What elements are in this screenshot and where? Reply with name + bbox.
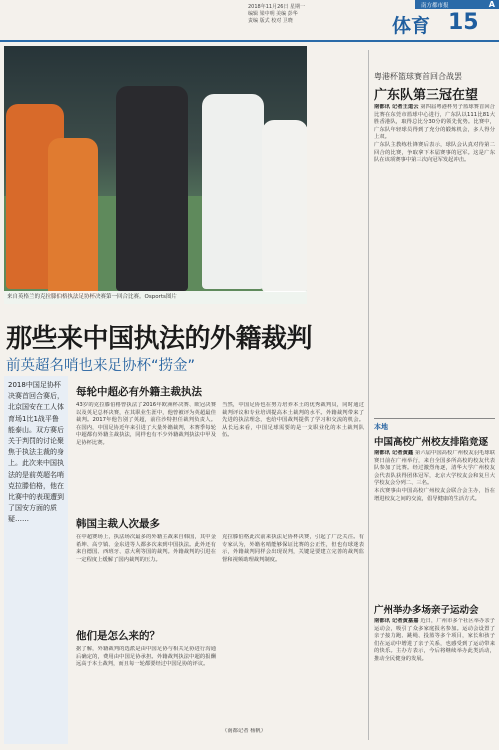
family-games-headline: 广州举办多场亲子运动会 — [374, 605, 479, 616]
page-number: 15 — [448, 10, 479, 35]
local-label: 本地 — [374, 423, 388, 431]
right-text-1: 第四届粤港杯男子篮球赛首回合比赛在东莞市篮球中心进行，广东队以111比81大胜香港队，取得总比分30分的领先优势。比赛中，广东队年轻球员得到了充分的锻炼机会，多人得分上双。 — [374, 104, 495, 141]
right-text-2: 广东队主教练杜锋赛后表示，球队会认真对待第二回合的比赛，争取拿下本届赛事的冠军。这是广东队在该项赛事中第三次向冠军发起冲击。 — [374, 141, 495, 164]
right-article-text — [374, 104, 495, 274]
section-text-1: 43岁的克拉滕伯格曾执法了2016年欧洲杯决赛、欧冠决赛以及英足总杯决赛，在其职业生涯中，他曾被评为英超最佳裁判。2017年他告别了英超，前往沙特担任裁判负责人。在国内，中国足协近年来引进了大量外籍裁判，本赛季每轮中超都有外籍主裁执法，同样也有不少外籍裁判执法中甲及足协杯比赛。 — [76, 402, 216, 446]
section-rule — [374, 418, 495, 419]
family-games-text — [374, 618, 495, 744]
alumni-headline: 中国高校广州校友排陷竞逐 — [374, 437, 489, 448]
header-date: 2018年11月26日 星期一 — [248, 4, 306, 10]
section-text-2: 在中超赛场上，执法场次最多的外籍主裁来自韩国，其中金希坤、高亨镇、金东进等人都多次来到中国执法。此外还有来自德国、西班牙、意大利等国的裁判。外籍裁判的引进在一定程度上缓解了国内裁判的压力。 — [76, 534, 216, 563]
column-text-a: 当然，中国足协也在努力培养本土的优秀裁判员，同时通过裁判评议和专业培训提高本土裁判的水平。外籍裁判带来了先进的执法理念，也给中国裁判提供了学习和交流的机会。从长远来看，中国足球需要的是一支职业化的本土裁判队伍。 — [222, 402, 364, 439]
lead-paragraph: 2018中国足协杯决赛首回合赛后，北京国安在工人体育场1比1战平鲁能泰山。双方赛后关于判罚的讨论聚焦于执法主裁的身上。此次来中国执法的是前英超名哨克拉滕伯格，他在比赛中的表现遭到了国安方面的质疑…… — [4, 376, 68, 744]
match-photo — [4, 46, 307, 304]
section-title: 体育 — [392, 15, 431, 37]
alumni-byline: 南都讯 记者黄鑫 — [374, 450, 414, 456]
photo-caption: 来自英格兰的克拉滕伯格执法足协杯决赛第一回合比赛。Osports图片 — [4, 291, 307, 304]
player-far-right — [262, 120, 307, 292]
sub-headline: 前英超名哨也来足协杯“捞金” — [6, 358, 196, 374]
page-letter: A — [488, 0, 495, 9]
right-kicker: 粤港杯篮球赛首回合战罢 — [374, 72, 462, 81]
section-heading-3: 他们是怎么来的？ — [76, 630, 160, 642]
family-games-byline: 南都讯 记者黄嘉嘉 — [374, 618, 419, 624]
section-text-3: 据了解，外籍裁判的选派是由中国足协与相关足协进行沟通后确定的，费用由中国足协承担。外籍裁判执法中超的报酬远高于本土裁判，而且每一轮都要经过中国足协的评议。 — [76, 646, 216, 668]
alumni-text — [374, 450, 495, 590]
referee — [116, 86, 188, 291]
alumni-text-1: 第六届中国高校广州校友羽毛球联赛日前在广州举行，来自全国多所高校的校友代表队参加了比赛。经过激烈角逐，清华大学广州校友会代表队获得团体冠军，北京大学校友会和复旦大学校友会分列二、三名。 — [374, 450, 495, 487]
header-meta — [248, 4, 368, 25]
family-games-body: 近日，广州市多个社区举办亲子运动会，吸引了众多家庭报名参加。运动会设置了亲子接力跑、跳绳、投篮等多个项目，家长和孩子们在运动中增进了亲子关系，也感受到了运动带来的快乐。主办方表示，今后将继续举办此类活动，推动全民健身的发展。 — [374, 618, 495, 662]
column-text-b: 克拉滕伯格此次前来执法足协杯决赛，引起了广泛关注。有专家认为，外籍名哨能够保证比赛的公正性，但也有球迷表示，外籍裁判同样会出现误判，关键是要建立完善的裁判监督和视频助理裁判制度。 — [222, 534, 364, 563]
player-left-2 — [48, 138, 98, 298]
right-byline: 南都讯 记者王道云 — [374, 104, 419, 110]
page-header — [0, 0, 499, 42]
brand-name: 南方都市报 — [421, 3, 449, 9]
main-headline: 那些来中国执法的外籍裁判 — [6, 324, 313, 354]
header-proofread: 校对 卫晓 — [271, 18, 293, 24]
article-author: （南都记者 杨帆） — [222, 728, 267, 734]
section-heading-2: 韩国主裁人次最多 — [76, 518, 160, 530]
player-right — [202, 94, 264, 289]
header-duty-editor: 责编 — [248, 18, 260, 24]
header-layout: 版式 — [259, 18, 272, 24]
brand-bar — [415, 0, 499, 9]
column-divider — [368, 50, 369, 740]
section-heading-1: 每轮中超必有外籍主裁执法 — [76, 386, 202, 398]
right-headline: 广东队第三冠在望 — [374, 88, 479, 103]
header-editor: 编辑 梁中明 美编 彭华 — [248, 11, 298, 17]
alumni-text-2: 本次赛事由中国高校广州校友会联合会主办，旨在增进校友之间的交流，倡导健康的生活方式。 — [374, 487, 495, 502]
